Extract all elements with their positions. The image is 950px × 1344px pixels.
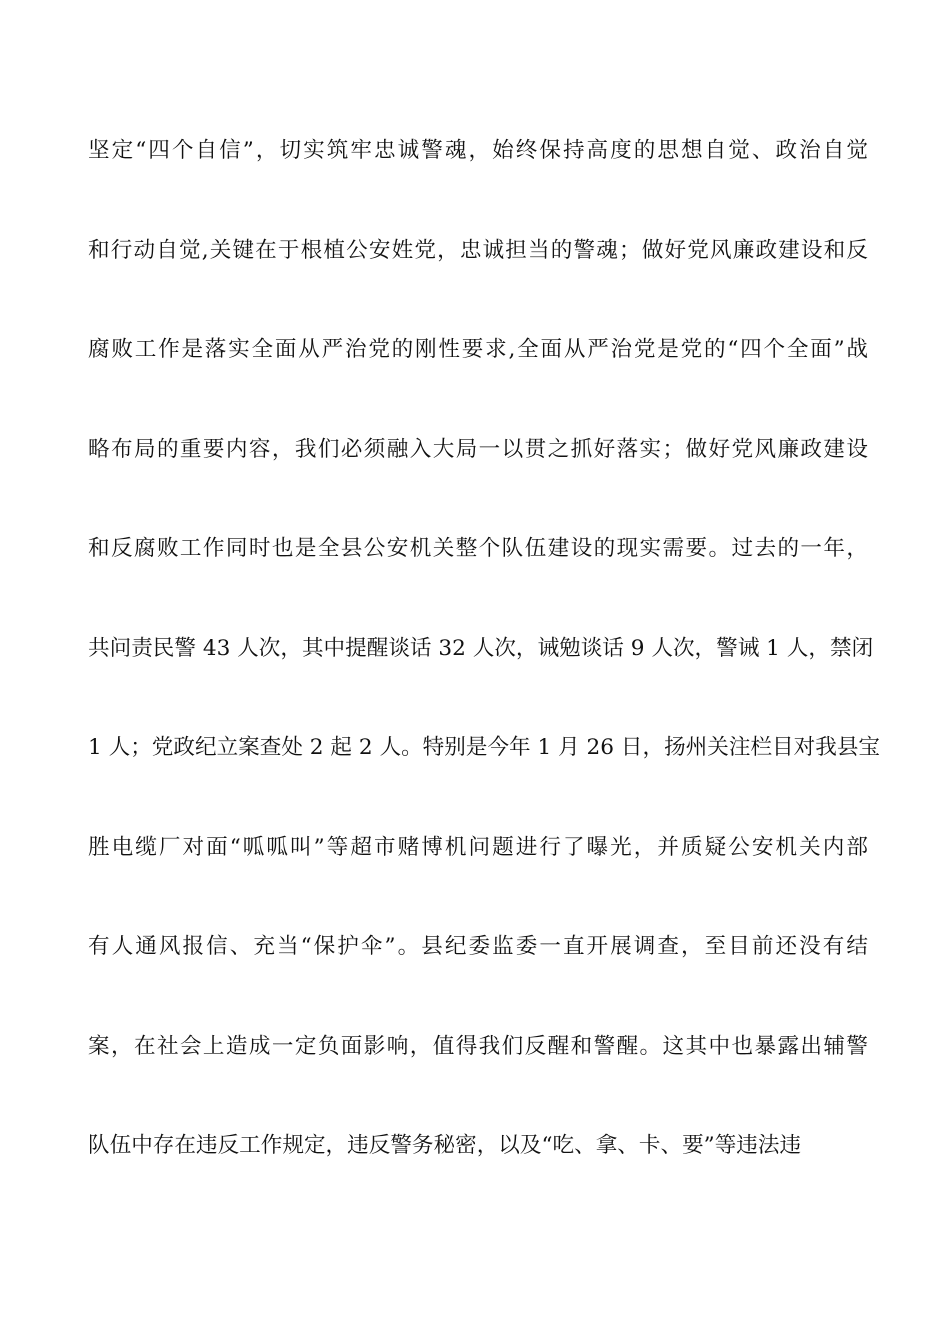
text-line: 共问责民警 43 人次，其中提醒谈话 32 人次，诫勉谈话 9 人次，警诫 1 人，禁闭 [88,635,874,661]
text-line: 略布局的重要内容，我们必须融入大局一以贯之抓好落实；做好党风廉政建设 [88,436,868,462]
body-paragraph [88,128,881,1223]
text-line: 案，在社会上造成一定负面影响，值得我们反醒和警醒。这其中也暴露出辅警 [88,1033,868,1059]
text-line: 和行动自觉,关键在于根植公安姓党，忠诚担当的警魂；做好党风廉政建设和反 [88,237,868,263]
text-line: 胜电缆厂对面“呱呱叫”等超市赌博机问题进行了曝光，并质疑公安机关内部 [88,834,868,860]
text-line: 1 人；党政纪立案查处 2 起 2 人。特别是今年 1 月 26 日，扬州关注栏目对我县宝 [88,735,881,760]
text-line: 队伍中存在违反工作规定，违反警务秘密，以及“吃、拿、卡、要”等违法违 [88,1133,802,1158]
text-line: 和反腐败工作同时也是全县公安机关整个队伍建设的现实需要。过去的一年， [88,536,868,561]
text-line: 有人通风报信、充当“保护伞”。县纪委监委一直开展调查，至目前还没有结 [88,934,868,959]
text-line: 腐败工作是落实全面从严治党的刚性要求,全面从严治党是党的“四个全面”战 [88,337,868,362]
text-line: 坚定“四个自信”，切实筑牢忠诚警魂，始终保持高度的思想自觉、政治自觉 [88,138,868,163]
